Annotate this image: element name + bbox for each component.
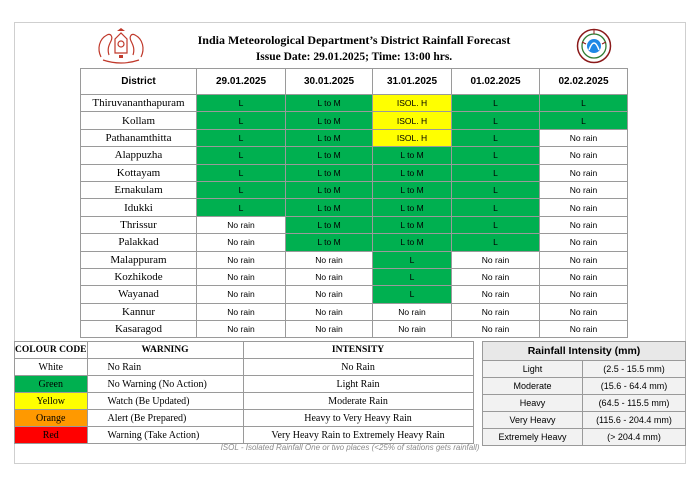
- colour-code-swatch: White: [15, 359, 88, 376]
- forecast-cell: L to M: [286, 112, 373, 129]
- forecast-cell: L: [373, 268, 452, 285]
- warning-text: Alert (Be Prepared): [87, 410, 243, 427]
- date-column-header: 29.01.2025: [197, 69, 286, 95]
- colour-code-header-row: [15, 342, 474, 359]
- forecast-cell: No rain: [452, 303, 540, 320]
- forecast-cell: No rain: [373, 321, 452, 338]
- table-row: [81, 147, 628, 164]
- forecast-cell: L to M: [373, 234, 452, 251]
- colour-code-header: COLOUR CODE: [15, 342, 88, 359]
- forecast-cell: No rain: [197, 303, 286, 320]
- intensity-text: Very Heavy Rain to Extremely Heavy Rain: [243, 427, 473, 444]
- forecast-cell: No rain: [197, 251, 286, 268]
- intensity-text: Moderate Rain: [243, 393, 473, 410]
- forecast-cell: No rain: [540, 147, 628, 164]
- forecast-cell: L to M: [373, 181, 452, 198]
- intensity-label: Extremely Heavy: [483, 429, 583, 446]
- table-row: [483, 361, 686, 378]
- district-name: Kollam: [81, 112, 197, 129]
- district-name: Kozhikode: [81, 268, 197, 285]
- forecast-cell: L: [540, 95, 628, 112]
- forecast-cell: No rain: [452, 321, 540, 338]
- colour-code-swatch: Red: [15, 427, 88, 444]
- district-name: Wayanad: [81, 286, 197, 303]
- table-row: [81, 199, 628, 216]
- intensity-label: Heavy: [483, 395, 583, 412]
- forecast-cell: L: [373, 251, 452, 268]
- table-row: [81, 112, 628, 129]
- forecast-header-row: [81, 69, 628, 95]
- forecast-cell: L: [197, 199, 286, 216]
- intensity-range: (> 204.4 mm): [583, 429, 686, 446]
- forecast-cell: L: [197, 129, 286, 146]
- forecast-cell: L: [197, 95, 286, 112]
- forecast-cell: L: [197, 164, 286, 181]
- table-row: [15, 359, 474, 376]
- forecast-cell: L: [452, 216, 540, 233]
- forecast-cell: No rain: [540, 286, 628, 303]
- forecast-cell: No rain: [540, 303, 628, 320]
- district-name: Palakkad: [81, 234, 197, 251]
- forecast-cell: L: [452, 95, 540, 112]
- intensity-range: (115.6 - 204.4 mm): [583, 412, 686, 429]
- district-column-header: District: [81, 69, 197, 95]
- forecast-cell: L to M: [373, 199, 452, 216]
- header: [80, 26, 628, 68]
- colour-code-swatch: Green: [15, 376, 88, 393]
- warning-text: Watch (Be Updated): [87, 393, 243, 410]
- forecast-cell: No rain: [197, 234, 286, 251]
- forecast-cell: L to M: [286, 181, 373, 198]
- issue-date: Issue Date: 29.01.2025; Time: 13:00 hrs.: [255, 51, 453, 63]
- forecast-cell: L to M: [286, 234, 373, 251]
- forecast-cell: L: [452, 234, 540, 251]
- page-title: India Meteorological Department’s District Rainfall Forecast: [197, 33, 511, 47]
- district-name: Ernakulam: [81, 181, 197, 198]
- district-name: Kannur: [81, 303, 197, 320]
- table-row: [81, 129, 628, 146]
- forecast-cell: No rain: [286, 321, 373, 338]
- table-row: [81, 268, 628, 285]
- forecast-cell: L to M: [373, 164, 452, 181]
- intensity-label: Very Heavy: [483, 412, 583, 429]
- intensity-label: Moderate: [483, 378, 583, 395]
- forecast-cell: L to M: [373, 216, 452, 233]
- colour-code-swatch: Orange: [15, 410, 88, 427]
- intensity-range: (64.5 - 115.5 mm): [583, 395, 686, 412]
- forecast-cell: L to M: [286, 129, 373, 146]
- forecast-cell: No rain: [540, 199, 628, 216]
- forecast-cell: No rain: [197, 286, 286, 303]
- intensity-text: No Rain: [243, 359, 473, 376]
- forecast-cell: No rain: [286, 268, 373, 285]
- forecast-cell: L to M: [373, 147, 452, 164]
- rainfall-intensity-title: Rainfall Intensity (mm): [483, 342, 686, 361]
- forecast-cell: ISOL. H: [373, 95, 452, 112]
- forecast-cell: No rain: [540, 181, 628, 198]
- forecast-cell: No rain: [540, 129, 628, 146]
- forecast-cell: No rain: [452, 268, 540, 285]
- date-column-header: 01.02.2025: [452, 69, 540, 95]
- table-row: [81, 234, 628, 251]
- district-name: Thrissur: [81, 216, 197, 233]
- table-row: [15, 427, 474, 444]
- forecast-cell: No rain: [373, 303, 452, 320]
- forecast-cell: L: [197, 147, 286, 164]
- table-row: [15, 376, 474, 393]
- table-row: [81, 164, 628, 181]
- forecast-table: [80, 68, 628, 338]
- intensity-range: (2.5 - 15.5 mm): [583, 361, 686, 378]
- table-row: [483, 412, 686, 429]
- district-name: Kottayam: [81, 164, 197, 181]
- district-name: Kasaragod: [81, 321, 197, 338]
- forecast-cell: No rain: [197, 216, 286, 233]
- table-row: [81, 216, 628, 233]
- district-name: Idukki: [81, 199, 197, 216]
- forecast-cell: L: [452, 129, 540, 146]
- forecast-cell: L to M: [286, 199, 373, 216]
- forecast-cell: No rain: [286, 303, 373, 320]
- colour-code-swatch: Yellow: [15, 393, 88, 410]
- forecast-cell: No rain: [540, 251, 628, 268]
- forecast-cell: L: [540, 112, 628, 129]
- forecast-cell: No rain: [197, 268, 286, 285]
- forecast-cell: No rain: [540, 164, 628, 181]
- forecast-cell: No rain: [286, 286, 373, 303]
- intensity-range: (15.6 - 64.4 mm): [583, 378, 686, 395]
- forecast-cell: ISOL. H: [373, 129, 452, 146]
- forecast-cell: L to M: [286, 95, 373, 112]
- forecast-cell: No rain: [197, 321, 286, 338]
- forecast-cell: No rain: [540, 234, 628, 251]
- table-row: [81, 181, 628, 198]
- warning-header: WARNING: [87, 342, 243, 359]
- table-row: [81, 95, 628, 112]
- forecast-cell: No rain: [286, 251, 373, 268]
- district-name: Alappuzha: [81, 147, 197, 164]
- forecast-cell: L: [197, 112, 286, 129]
- table-row: [15, 393, 474, 410]
- intensity-text: Light Rain: [243, 376, 473, 393]
- intensity-label: Light: [483, 361, 583, 378]
- table-row: [81, 251, 628, 268]
- intensity-header: INTENSITY: [243, 342, 473, 359]
- rainfall-intensity-table: [482, 341, 686, 446]
- date-column-header: 02.02.2025: [540, 69, 628, 95]
- forecast-cell: L to M: [286, 216, 373, 233]
- rainfall-intensity-header-row: [483, 342, 686, 361]
- forecast-cell: No rain: [540, 216, 628, 233]
- forecast-cell: No rain: [540, 321, 628, 338]
- forecast-cell: L: [452, 199, 540, 216]
- table-row: [81, 303, 628, 320]
- intensity-text: Heavy to Very Heavy Rain: [243, 410, 473, 427]
- table-row: [483, 378, 686, 395]
- date-column-header: 30.01.2025: [286, 69, 373, 95]
- colour-code-table: [14, 341, 474, 444]
- warning-text: No Warning (No Action): [87, 376, 243, 393]
- forecast-cell: L: [197, 181, 286, 198]
- forecast-cell: No rain: [540, 268, 628, 285]
- district-name: Malappuram: [81, 251, 197, 268]
- district-name: Thiruvananthapuram: [81, 95, 197, 112]
- table-row: [15, 410, 474, 427]
- forecast-cell: L: [452, 147, 540, 164]
- forecast-cell: L: [452, 164, 540, 181]
- date-column-header: 31.01.2025: [373, 69, 452, 95]
- forecast-cell: No rain: [452, 286, 540, 303]
- table-row: [483, 395, 686, 412]
- forecast-cell: L to M: [286, 164, 373, 181]
- forecast-cell: L: [452, 112, 540, 129]
- forecast-cell: L: [373, 286, 452, 303]
- forecast-cell: ISOL. H: [373, 112, 452, 129]
- warning-text: Warning (Take Action): [87, 427, 243, 444]
- table-row: [81, 321, 628, 338]
- forecast-cell: L: [452, 181, 540, 198]
- forecast-cell: L to M: [286, 147, 373, 164]
- isol-footnote: ISOL - Isolated Rainfall One or two places (<25% of stations gets rainfall): [220, 443, 480, 452]
- forecast-cell: No rain: [452, 251, 540, 268]
- district-name: Pathanamthitta: [81, 129, 197, 146]
- warning-text: No Rain: [87, 359, 243, 376]
- table-row: [81, 286, 628, 303]
